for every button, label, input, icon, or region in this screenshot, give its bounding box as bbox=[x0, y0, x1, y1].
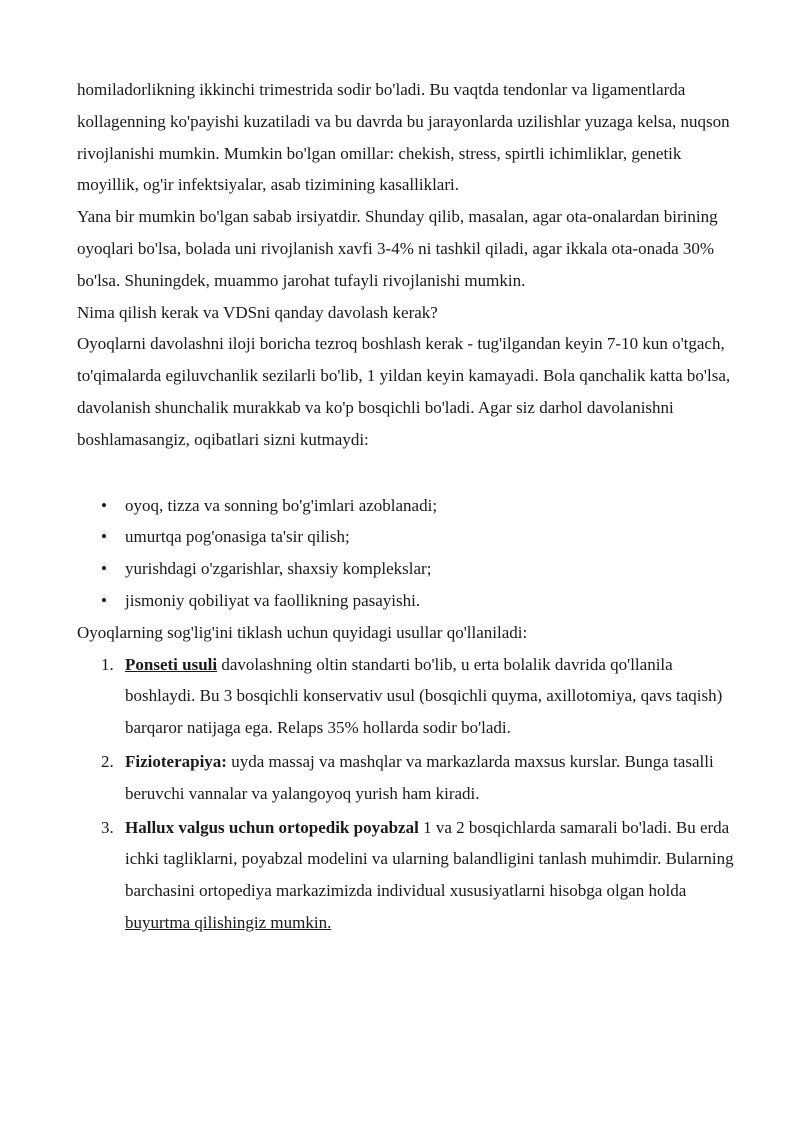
method-text: uyda massaj va mashqlar va markazlarda maxsus kurslar. Bunga tasalli beruvchi vannalar va yalangoyoq yurish ham kiradi. bbox=[125, 751, 714, 803]
paragraph-methods-intro: Oyoqlarning sog'lig'ini tiklash uchun quyidagi usullar qo'llaniladi: bbox=[77, 622, 528, 642]
paragraph-causes: homiladorlikning ikkinchi trimestrida sodir bo'ladi. Bu vaqtda tendonlar va ligamentlarda kollagenning ko'payishi kuzatiladi va bu davrda bu jarayonlarda uzilishlar yuzaga kelsa, nuqson rivojlanishi mumkin. Mumkin bo'lgan omillar: chekish, stress, spirtli ichimliklar, genetik moyillik, og'ir infektsiyalar, asab tizimining kasalliklari. bbox=[77, 80, 730, 195]
ponseti-link[interactable]: Ponseti usuli bbox=[125, 654, 218, 674]
list-item-text: jismoniy qobiliyat va faollikning pasayishi. bbox=[125, 590, 421, 610]
spacer bbox=[77, 456, 737, 490]
method-item-ponseti bbox=[77, 649, 737, 744]
list-item-text: umurtqa pog'onasiga ta'sir qilish; bbox=[125, 527, 350, 547]
paragraph-question: Nima qilish kerak va VDSni qanday davolash kerak? bbox=[77, 302, 438, 322]
bullet-icon: • bbox=[101, 590, 107, 610]
list-number: 2. bbox=[101, 751, 114, 771]
consequences-list bbox=[77, 490, 737, 617]
list-item bbox=[77, 521, 737, 553]
bullet-icon: • bbox=[101, 495, 107, 515]
list-item-text: yurishdagi o'zgarishlar, shaxsiy komplekslar; bbox=[125, 559, 432, 579]
bullet-icon: • bbox=[101, 527, 107, 547]
method-item-physiotherapy bbox=[77, 746, 737, 810]
method-title: Fizioterapiya: bbox=[125, 751, 227, 771]
document-page bbox=[77, 74, 737, 941]
order-link[interactable]: buyurtma qilishingiz mumkin. bbox=[125, 912, 332, 932]
method-text: davolashning oltin standarti bo'lib, u erta bolalik davrida qo'llanila boshlaydi. Bu 3 bosqichli konservativ usul (bosqichli quyma, axillotomiya, qavs taqish) barqaror natijaga ega. Relaps 35% hollarda sodir bo'ladi. bbox=[125, 654, 723, 738]
bullet-icon: • bbox=[101, 559, 107, 579]
method-text: 1 va 2 bosqichlarda samarali bo'ladi. Bu erda ichki tagliklarni, poyabzal modelini va ularning balandligini tanlash muhimdir. Bularning barchasini ortopediya markazimizda individual xususiyatlarni hisobga olgan holda bbox=[125, 817, 734, 901]
paragraph-heredity: Yana bir mumkin bo'lgan sabab irsiyatdir. Shunday qilib, masalan, agar ota-onalardan birining oyoqlari bo'lsa, bolada uni rivojlanish xavfi 3-4% ni tashkil qiladi, agar ikkala ota-onada 30% bo'lsa. Shuningdek, muammo jarohat tufayli rivojlanishi mumkin. bbox=[77, 207, 718, 290]
method-title: Hallux valgus uchun ortopedik poyabzal bbox=[125, 817, 419, 837]
list-number: 1. bbox=[101, 654, 114, 674]
list-item-text: oyoq, tizza va sonning bo'g'imlari azoblanadi; bbox=[125, 495, 438, 515]
list-number: 3. bbox=[101, 817, 114, 837]
list-item bbox=[77, 490, 737, 522]
paragraph-treatment-intro: Oyoqlarni davolashni iloji boricha tezroq boshlash kerak - tug'ilgandan keyin 7-10 kun o'tgach, to'qimalarda egiluvchanlik sezilarli bo'lib, 1 yildan keyin kamayadi. Bola qanchalik katta bo'lsa, davolanish shunchalik murakkab va ko'p bosqichli bo'ladi. Agar siz darhol davolanishni boshlamasangiz, oqibatlari sizni kutmaydi: bbox=[77, 334, 731, 449]
list-item bbox=[77, 553, 737, 585]
method-item-orthopedic-shoes bbox=[77, 812, 737, 939]
methods-list bbox=[77, 649, 737, 939]
list-item bbox=[77, 585, 737, 617]
